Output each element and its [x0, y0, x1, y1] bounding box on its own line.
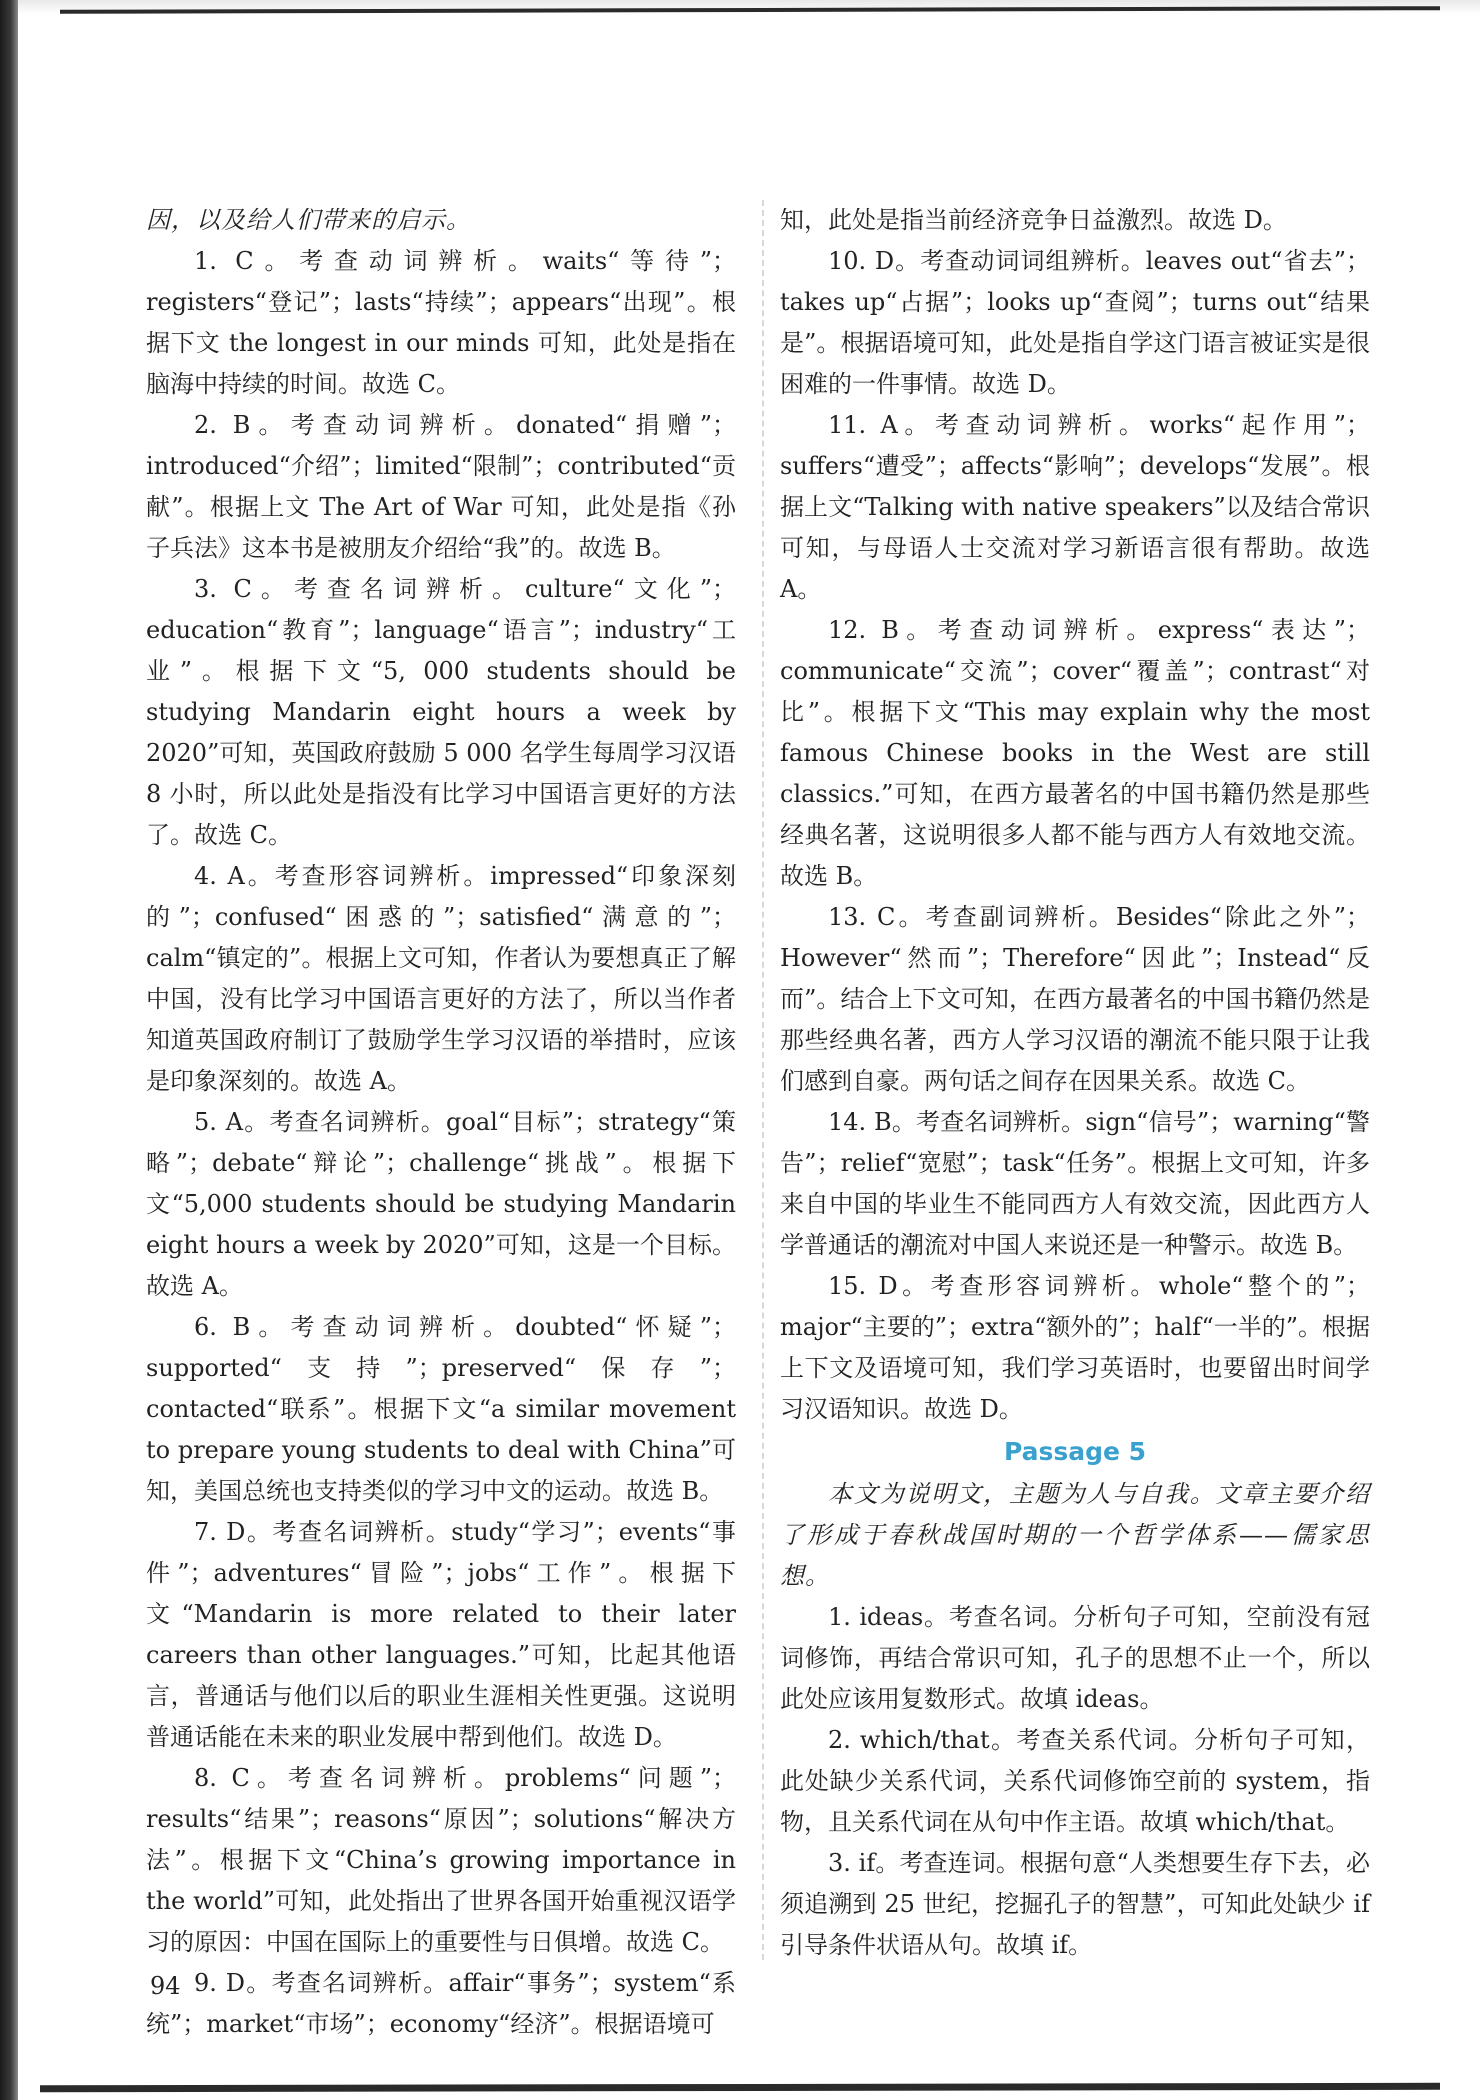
answer-11: 11. A。考查动词辨析。works“起作用”；suffers“遭受”；affects“影响”；develops“发展”。根据上文“Talking with native speakers”以及结合常识可知，与母语人士交流对学习新语言很有帮助。故选 A。 — [780, 411, 1370, 603]
passage-5-answer-1: 1. ideas。考查名词。分析句子可知，空前没有冠词修饰，再结合常识可知，孔子的思想不止一个，所以此处应该用复数形式。故填 ideas。 — [780, 1603, 1370, 1713]
answer-3: 3. C。考查名词辨析。culture“文化”；education“教育”；language“语言”；industry“工业”。根据下文“5, 000 students should be studying Mandarin eight hours a week by 2020”可知，英国政府鼓励 5 000 名学生每周学习汉语 8 小时，所以此处是指没有比学习中国语言更好的方法了。故选 C。 — [146, 575, 736, 849]
answer-5: 5. A。考查名词辨析。goal“目标”；strategy“策略”；debate“辩论”；challenge“挑战”。根据下文“5,000 students should be studying Mandarin eight hours a week by 2020”可知，这是一个目标。故选 A。 — [146, 1108, 736, 1300]
answer-4: 4. A。考查形容词辨析。impressed“印象深刻的”；confused“困惑的”；satisfied“满意的”；calm“镇定的”。根据上文可知，作者认为要想真正了解中国，没有比学习中国语言更好的方法了，所以当作者知道英国政府制订了鼓励学生学习汉语的举措时，应该是印象深刻的。故选 A。 — [146, 862, 736, 1095]
right-paragraph-0: 知，此处是指当前经济竞争日益激烈。故选 D。 — [780, 206, 1287, 234]
answer-7: 7. D。考查名词辨析。study“学习”；events“事件”；adventures“冒险”；jobs“工作”。根据下文“Mandarin is more related to their later careers than other languages.”可知，比起其他语言，普通话与他们以后的职业生涯相关性更强。这说明普通话能在未来的职业发展中帮到他们。故选 D。 — [146, 1518, 736, 1751]
answer-14: 14. B。考查名词辨析。sign“信号”；warning“警告”；relief“宽慰”；task“任务”。根据上文可知，许多来自中国的毕业生不能同西方人有效交流，因此西方人学普通话的潮流对中国人来说还是一种警示。故选 B。 — [780, 1108, 1370, 1259]
passage-5-answer-3: 3. if。考查连词。根据句意“人类想要生存下去，必须追溯到 25 世纪，挖掘孔子的智慧”，可知此处缺少 if 引导条件状语从句。故填 if。 — [780, 1849, 1370, 1959]
answer-13: 13. C。考查副词辨析。Besides“除此之外”；However“然而”；Therefore“因此”；Instead“反而”。结合上下文可知，在西方最著名的中国书籍仍然是那些经典名著，西方人学习汉语的潮流不能只限于让我们感到自豪。两句话之间存在因果关系。故选 C。 — [780, 903, 1370, 1095]
scan-edge-left — [0, 0, 18, 2100]
answer-9: 9. D。考查名词辨析。affair“事务”；system“系统”；market“市场”；economy“经济”。根据语境可 — [146, 1969, 736, 2038]
column-divider — [762, 200, 764, 1960]
left-column — [146, 200, 736, 2045]
passage-5-title: Passage 5 — [1003, 1437, 1147, 1466]
answer-15: 15. D。考查形容词辨析。whole“整个的”；major“主要的”；extra“额外的”；half“一半的”。根据上下文及语境可知，我们学习英语时，也要留出时间学习汉语知识。故选 D。 — [780, 1272, 1370, 1423]
answer-12: 12. B。考查动词辨析。express“表达”；communicate“交流”；cover“覆盖”；contrast“对比”。根据下文“This may explain why the most famous Chinese books in the West are still classics.”可知，在西方最著名的中国书籍仍然是那些经典名著，这说明很多人都不能与西方人有效地交流。故选 B。 — [780, 616, 1370, 890]
answer-10: 10. D。考查动词词组辨析。leaves out“省去”；takes up“占据”；looks up“查阅”；turns out“结果是”。根据语境可知，此处是指自学这门语言被证实是很困难的一件事情。故选 D。 — [780, 247, 1370, 398]
passage-5-answer-2: 2. which/that。考查关系代词。分析句子可知，此处缺少关系代词，关系代词修饰空前的 system，指物，且关系代词在从句中作主语。故填 which/that。 — [780, 1726, 1370, 1836]
passage-5-intro: 本文为说明文，主题为人与自我。文章主要介绍了形成于春秋战国时期的一个哲学体系——儒家思想。 — [780, 1480, 1370, 1590]
answer-8: 8. C。考查名词辨析。problems“问题”；results“结果”；reasons“原因”；solutions“解决方法”。根据下文“China’s growing importance in the world”可知，此处指出了世界各国开始重视汉语学习的原因：中国在国际上的重要性与日俱增。故选 C。 — [146, 1764, 736, 1956]
answer-6: 6. B。考查动词辨析。doubted“怀疑”；supported“支持”；preserved“保存”；contacted“联系”。根据下文“a similar movement to prepare young students to deal with China”可知，美国总统也支持类似的学习中文的运动。故选 B。 — [146, 1313, 736, 1505]
answer-2: 2. B。考查动词辨析。donated“捐赠”；introduced“介绍”；limited“限制”；contributed“贡献”。根据上文 The Art of War 可知，此处是指《孙子兵法》这本书是被朋友介绍给“我”的。故选 B。 — [146, 411, 736, 562]
left-paragraph-0: 因，以及给人们带来的启示。 — [146, 206, 471, 234]
page-number: 94 — [150, 1972, 181, 2000]
right-column — [780, 200, 1370, 1966]
bottom-rule — [40, 2083, 1440, 2092]
answer-1: 1. C。考查动词辨析。waits“等待”；registers“登记”；lasts“持续”；appears“出现”。根据下文 the longest in our minds 可知，此处是指在脑海中持续的时间。故选 C。 — [146, 247, 736, 398]
